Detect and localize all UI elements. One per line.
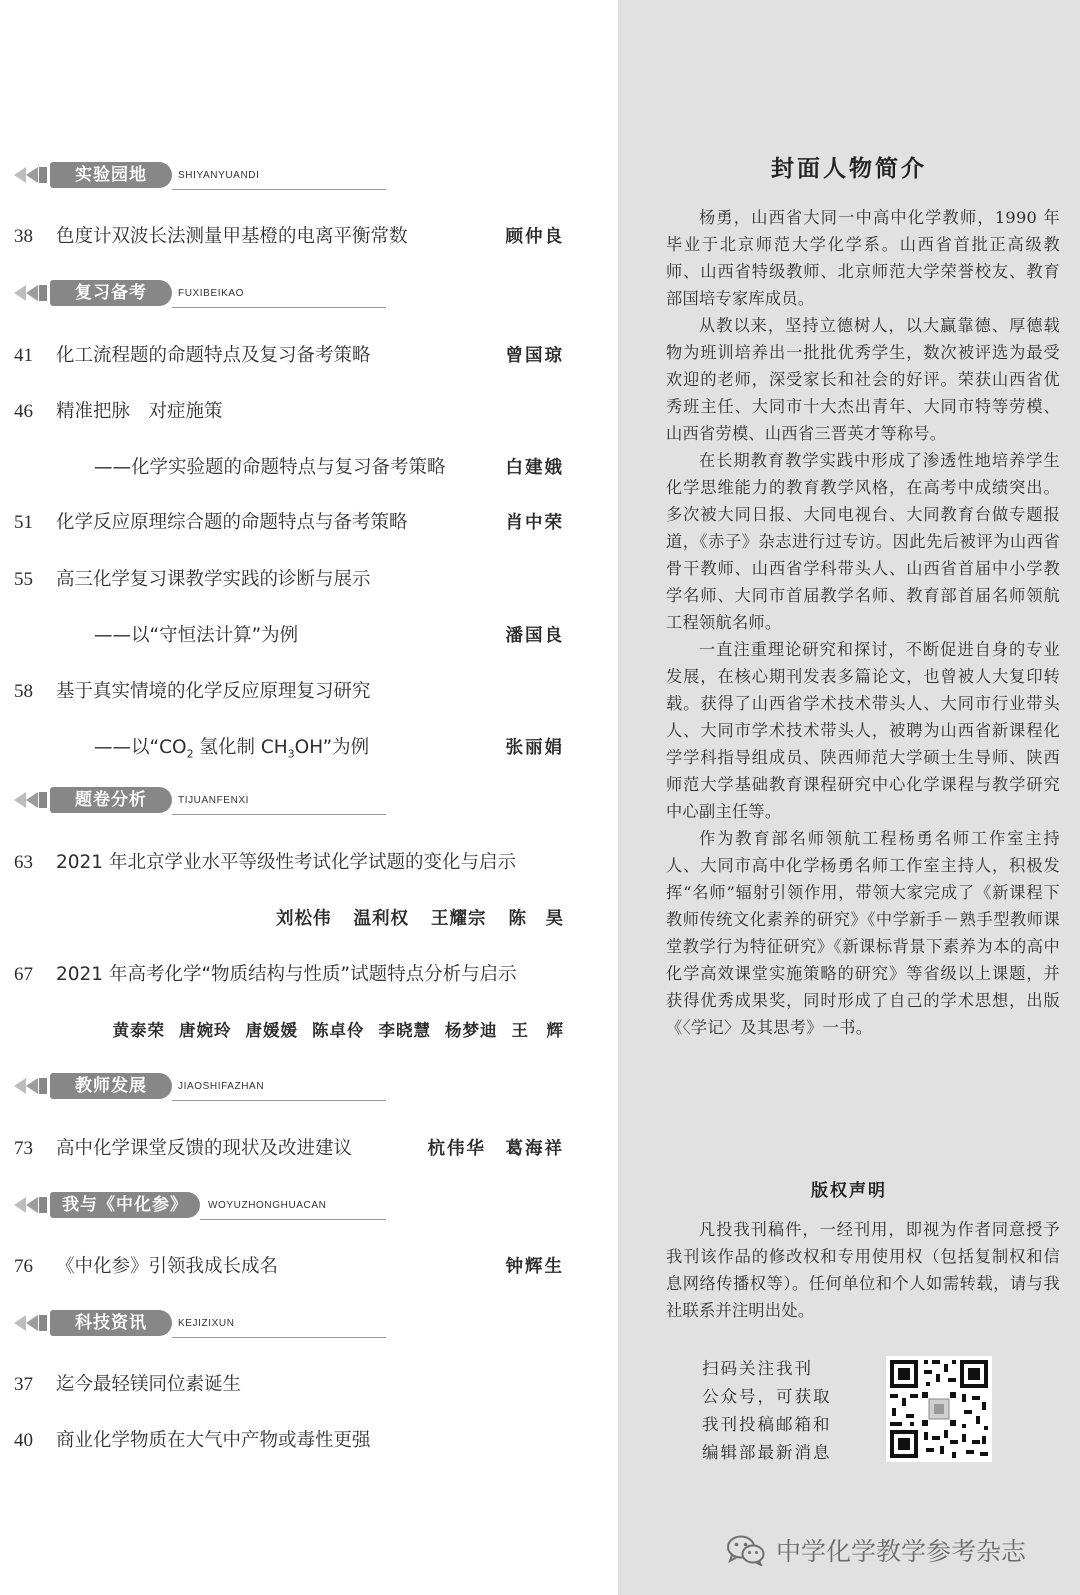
author-name: 唐媛媛: [245, 1021, 298, 1040]
double-arrow-icon: [14, 1076, 50, 1096]
wechat-watermark: [726, 1530, 1026, 1570]
page-number: 40: [14, 1430, 33, 1451]
author-name: 陈卓伶: [312, 1021, 365, 1040]
subtitle-part: ——以“CO: [94, 737, 187, 758]
article-author: 顾仲良: [505, 227, 564, 247]
section-rule: [172, 1337, 386, 1338]
section-pinyin: TIJUANFENXI: [178, 795, 250, 806]
cover-profile-sidebar: [618, 0, 1080, 1595]
article-author: 曾国琼: [505, 346, 564, 366]
section-pinyin: FUXIBEIKAO: [178, 288, 245, 299]
page-number: 55: [14, 569, 33, 590]
author-name: 王 辉: [511, 1021, 564, 1040]
article-author: 肖中荣: [505, 513, 564, 533]
article-title: 精准把脉 对症施策: [56, 401, 223, 422]
bio-paragraph: 从教以来，坚持立德树人，以大赢靠德、厚德载物为班训培养出一批批优秀学生，数次被评选为最受欢迎的老师，深受家长和社会的好评。荣获山西省优秀班主任、大同市十大杰出青年、大同市特等劳模、山西省劳模、山西省三晋英才等称号。: [666, 316, 1060, 443]
author-name: 刘松伟: [276, 909, 332, 929]
section-pinyin: WOYUZHONGHUACAN: [208, 1200, 327, 1211]
double-arrow-icon: [14, 283, 50, 303]
copyright-title: 版权声明: [811, 1181, 887, 1201]
section-rule: [200, 1219, 386, 1220]
article-authors: [254, 904, 564, 934]
cover-profile-body: [666, 204, 1060, 1041]
cover-profile-title: 封面人物简介: [771, 155, 927, 182]
article-title: 商业化学物质在大气中产物或毒性更强: [56, 1430, 371, 1451]
article-author: 杭伟华 葛海祥: [427, 1139, 564, 1159]
author-name: 黄泰荣: [112, 1021, 165, 1040]
section-rule: [172, 814, 386, 815]
article-title: 化工流程题的命题特点及复习备考策略: [56, 345, 371, 366]
article-title: 色度计双波长法测量甲基橙的电离平衡常数: [56, 226, 408, 247]
qr-caption: [702, 1355, 852, 1467]
toc-item-subtitle[interactable]: [14, 621, 564, 651]
toc-item[interactable]: [14, 960, 564, 990]
article-title: 迄今最轻镁同位素诞生: [56, 1374, 242, 1395]
author-name: 唐婉玲: [179, 1021, 232, 1040]
page-number: 58: [14, 681, 33, 702]
double-arrow-icon: [14, 790, 50, 810]
article-title: 2021 年高考化学“物质结构与性质”试题特点分析与启示: [56, 964, 517, 985]
section-title: 实验园地: [50, 162, 172, 188]
section-header-fuxibeikao: [14, 278, 386, 308]
toc-item[interactable]: [14, 677, 564, 707]
author-name: 温利权: [353, 909, 409, 929]
author-name: 李晓慧: [378, 1021, 431, 1040]
qr-caption-line: 我刊投稿邮箱和: [702, 1415, 832, 1434]
copyright-body: [666, 1216, 1060, 1324]
qr-code-icon[interactable]: [886, 1356, 992, 1462]
toc-item[interactable]: [14, 1426, 564, 1456]
page-number: 67: [14, 964, 33, 985]
subscript: 2: [186, 747, 194, 761]
toc-item[interactable]: [14, 508, 564, 538]
toc-item-subtitle[interactable]: [14, 453, 564, 483]
bio-paragraph: 作为教育部名师领航工程杨勇名师工作室主持人、大同市高中化学杨勇名师工作室主持人，积极发挥“名师”辐射引领作用，带领大家完成了《新课程下教师传统文化素养的研究》《中学新手－熟手型教师课堂教学行为特征研究》《新课标背景下素养为本的高中化学高效课堂实施策略的研究》等省级以上课题，并获得优秀成果奖，同时形成了自己的学术思想，出版《〈学记〉及其思考》一书。: [666, 829, 1060, 1037]
toc-item[interactable]: [14, 397, 564, 427]
section-pinyin: JIAOSHIFAZHAN: [178, 1081, 265, 1092]
bio-paragraph: 一直注重理论研究和探讨，不断促进自身的专业发展，在核心期刊发表多篇论文，也曾被人大复印转载。获得了山西省学术技术带头人、大同市行业带头人、大同市学术技术带头人，被聘为山西省新课程化学学科指导组成员、陕西师范大学硕士生导师、陕西师范大学基础教育课程研究中心化学课程与教学研究中心副主任等。: [666, 640, 1060, 821]
page-number: 76: [14, 1256, 33, 1277]
toc-item[interactable]: [14, 565, 564, 595]
article-title: 化学反应原理综合题的命题特点与备考策略: [56, 512, 408, 533]
section-header-kejizixun: [14, 1308, 386, 1338]
section-rule: [172, 189, 386, 190]
toc-item[interactable]: [14, 1252, 564, 1282]
section-title: 复习备考: [50, 280, 172, 306]
article-subtitle: [94, 733, 369, 770]
page-number: 46: [14, 401, 33, 422]
article-authors: [113, 1016, 565, 1046]
section-title: 我与《中化参》: [50, 1192, 200, 1218]
page-number: 63: [14, 852, 33, 873]
article-title: 高中化学课堂反馈的现状及改进建议: [56, 1138, 353, 1159]
author-name: 杨梦迪: [445, 1021, 498, 1040]
toc-item-subtitle[interactable]: [14, 733, 564, 763]
section-header-woyuzhonghuacan: [14, 1190, 386, 1220]
qr-caption-line: 编辑部最新消息: [702, 1443, 832, 1462]
toc-item[interactable]: [14, 848, 564, 878]
section-title: 题卷分析: [50, 787, 172, 813]
article-title: 高三化学复习课教学实践的诊断与展示: [56, 569, 371, 590]
double-arrow-icon: [14, 165, 50, 185]
copyright-text: 凡投我刊稿件，一经刊用，即视为作者同意授予我刊该作品的修改权和专用使用权（包括复制权和信息网络传播权等）。任何单位和个人如需转载，请与我社联系并注明出处。: [666, 1220, 1060, 1320]
subtitle-part: 氢化制 CH: [193, 737, 288, 758]
page-number: 38: [14, 226, 33, 247]
article-author: 张丽娟: [505, 738, 564, 758]
wechat-icon: [726, 1534, 766, 1566]
page-number: 51: [14, 512, 33, 533]
section-title: 教师发展: [50, 1073, 172, 1099]
toc-item-authors[interactable]: [14, 904, 564, 934]
article-title: 基于真实情境的化学反应原理复习研究: [56, 681, 371, 702]
double-arrow-icon: [14, 1195, 50, 1215]
article-author: 钟辉生: [505, 1257, 564, 1277]
section-header-shiyanyuandi: [14, 160, 386, 190]
subtitle-part: OH”为例: [294, 737, 370, 758]
section-pinyin: SHIYANYUANDI: [178, 170, 260, 181]
toc-item[interactable]: [14, 341, 564, 371]
watermark-text: 中学化学教学参考杂志: [776, 1537, 1027, 1566]
article-title: 2021 年北京学业水平等级性考试化学试题的变化与启示: [56, 852, 516, 873]
section-rule: [172, 1100, 386, 1101]
page-number: 41: [14, 345, 33, 366]
page-number: 73: [14, 1138, 33, 1159]
section-title: 科技资讯: [50, 1310, 172, 1336]
toc-item[interactable]: [14, 1134, 564, 1164]
toc-item[interactable]: [14, 222, 564, 252]
subscript: 3: [287, 747, 295, 761]
bio-paragraph: 杨勇，山西省大同一中高中化学教师，1990 年毕业于北京师范大学化学系。山西省首批正高级教师、山西省特级教师、北京师范大学荣誉校友、教育部国培专家库成员。: [666, 208, 1060, 308]
qr-caption-line: 扫码关注我刊: [702, 1359, 813, 1378]
section-header-tijuanfenxi: [14, 785, 386, 815]
section-pinyin: KEJIZIXUN: [178, 1318, 235, 1329]
article-subtitle: ——以“守恒法计算”为例: [94, 625, 299, 646]
toc-item[interactable]: [14, 1370, 564, 1400]
article-author: 潘国良: [505, 626, 564, 646]
article-author: 白建娥: [505, 458, 564, 478]
article-subtitle: ——化学实验题的命题特点与复习备考策略: [94, 457, 446, 478]
double-arrow-icon: [14, 1313, 50, 1333]
author-name: 陈 昊: [508, 909, 564, 929]
author-name: 王耀宗: [431, 909, 487, 929]
bio-paragraph: 在长期教育教学实践中形成了渗透性地培养学生化学思维能力的教育教学风格，在高考中成绩突出。多次被大同日报、大同电视台、大同教育台做专题报道，《赤子》杂志进行过专访。因此先后被评为山西省骨干教师、山西省学科带头人、山西省首届中小学教学名师、大同市首届教学名师、教育部首届名师领航工程领航名师。: [666, 451, 1060, 632]
section-rule: [172, 307, 386, 308]
qr-caption-line: 公众号，可获取: [702, 1387, 832, 1406]
section-header-jiaoshifazhan: [14, 1071, 386, 1101]
toc-item-authors[interactable]: [14, 1016, 564, 1046]
article-title: 《中化参》引领我成长成名: [56, 1256, 279, 1277]
page-number: 37: [14, 1374, 33, 1395]
